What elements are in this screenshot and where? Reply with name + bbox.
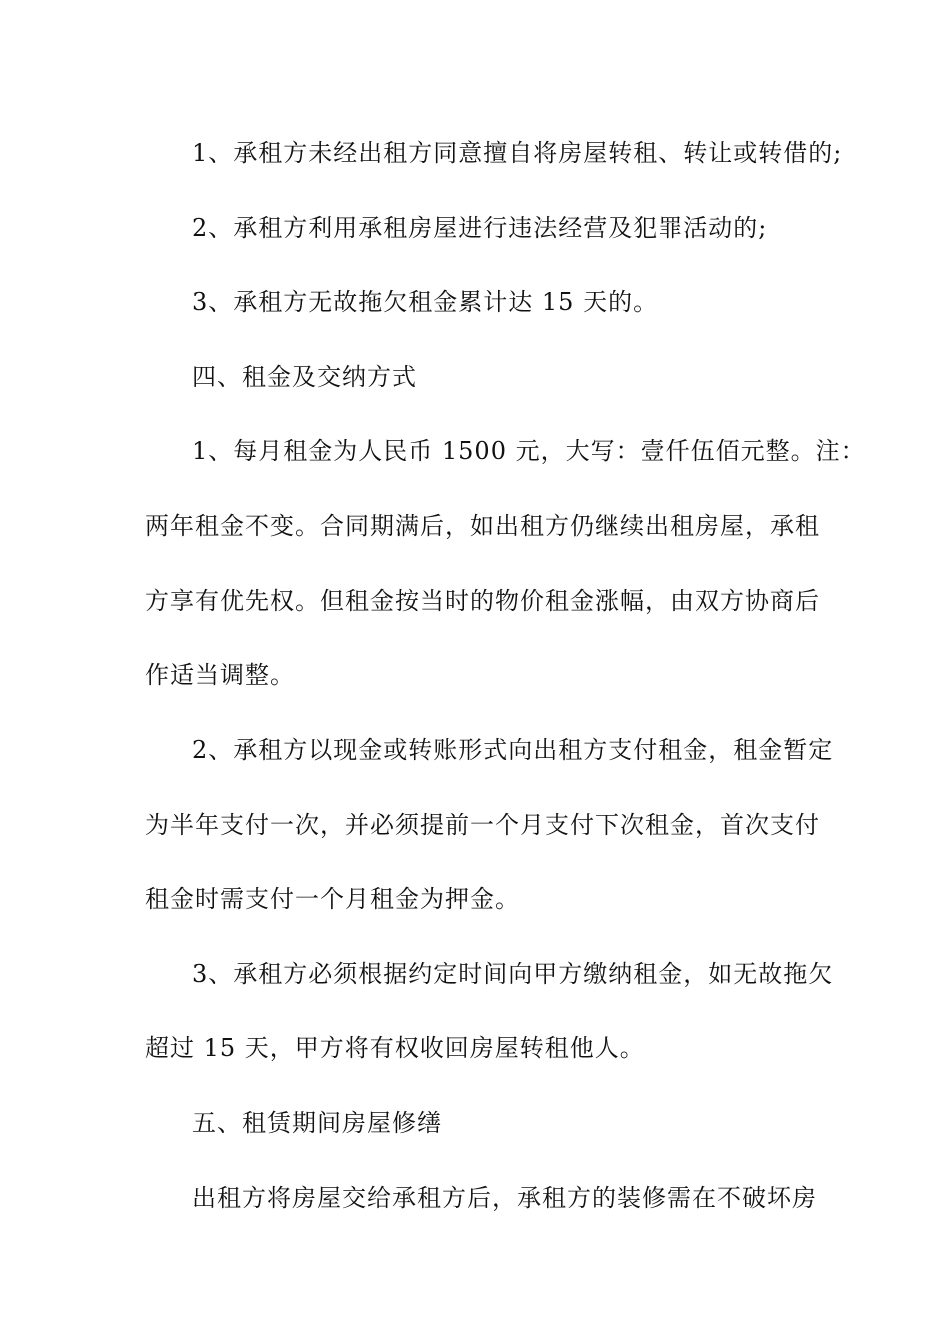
rent-paragraph-2-line-1: 2、承租方以现金或转账形式向出租方支付租金，租金暂定 [192, 736, 834, 764]
rent-paragraph-1-line-3: 方享有优先权。但租金按当时的物价租金涨幅，由双方协商后 [145, 587, 820, 615]
section-heading-repairs: 五、租赁期间房屋修缮 [192, 1109, 442, 1137]
rent-paragraph-3-line-2: 超过 15 天，甲方将有权收回房屋转租他人。 [145, 1034, 645, 1062]
clause-1-sublet: 1、承租方未经出租方同意擅自将房屋转租、转让或转借的; [192, 139, 843, 167]
clause-3-arrears: 3、承租方无故拖欠租金累计达 15 天的。 [192, 288, 659, 316]
rent-paragraph-1-line-1: 1、每月租金为人民币 1500 元，大写：壹仟伍佰元整。注： [192, 437, 866, 465]
rent-paragraph-1-line-4: 作适当调整。 [145, 661, 295, 689]
section-heading-rent-payment: 四、租金及交纳方式 [192, 363, 417, 391]
repairs-paragraph-line-1: 出租方将房屋交给承租方后，承租方的装修需在不破坏房 [192, 1184, 817, 1212]
rent-paragraph-2-line-2: 为半年支付一次，并必须提前一个月支付下次租金，首次支付 [145, 811, 820, 839]
rent-paragraph-3-line-1: 3、承租方必须根据约定时间向甲方缴纳租金，如无故拖欠 [192, 960, 834, 988]
clause-2-illegal-use: 2、承租方利用承租房屋进行违法经营及犯罪活动的; [192, 214, 768, 242]
rent-paragraph-1-line-2: 两年租金不变。合同期满后，如出租方仍继续出租房屋，承租 [145, 512, 820, 540]
rent-paragraph-2-line-3: 租金时需支付一个月租金为押金。 [145, 885, 520, 913]
